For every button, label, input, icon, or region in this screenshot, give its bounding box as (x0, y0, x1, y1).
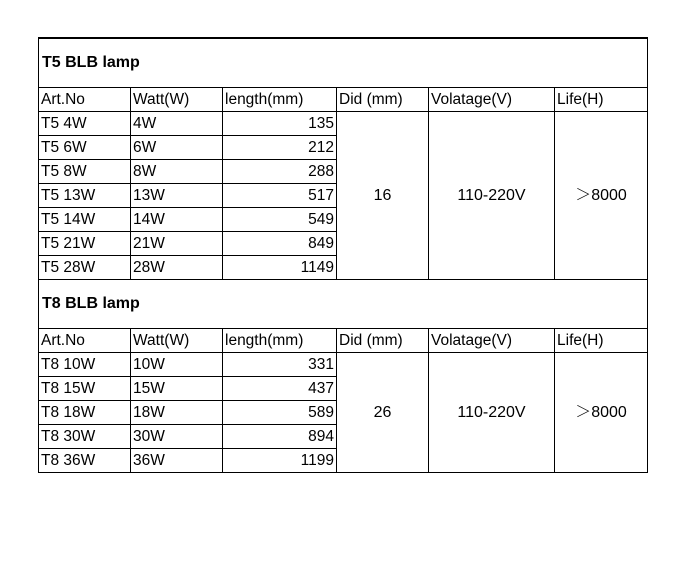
art-no-cell: T5 28W (39, 256, 131, 280)
art-no-cell: T5 8W (39, 160, 131, 184)
watt-cell: 21W (131, 232, 223, 256)
section-title-row (39, 38, 648, 88)
watt-cell: 8W (131, 160, 223, 184)
length-cell: 212 (223, 136, 337, 160)
header-voltage: Volatage(V) (429, 329, 555, 353)
length-cell: 549 (223, 208, 337, 232)
header-diameter: Did (mm) (337, 88, 429, 112)
watt-cell: 36W (131, 449, 223, 473)
length-cell: 589 (223, 401, 337, 425)
length-cell: 894 (223, 425, 337, 449)
watt-cell: 13W (131, 184, 223, 208)
art-no-cell: T5 21W (39, 232, 131, 256)
lamp-spec-table (38, 37, 648, 473)
header-art-no: Art.No (39, 88, 131, 112)
section-title-row (39, 280, 648, 329)
art-no-cell: T8 15W (39, 377, 131, 401)
length-cell: 1149 (223, 256, 337, 280)
life-cell: ＞8000 (555, 112, 648, 280)
watt-cell: 6W (131, 136, 223, 160)
watt-cell: 14W (131, 208, 223, 232)
diameter-cell: 16 (337, 112, 429, 280)
header-voltage: Volatage(V) (429, 88, 555, 112)
header-length: length(mm) (223, 329, 337, 353)
header-art-no: Art.No (39, 329, 131, 353)
watt-cell: 30W (131, 425, 223, 449)
section-title: T8 BLB lamp (39, 280, 648, 329)
table-row (39, 112, 648, 136)
diameter-cell: 26 (337, 353, 429, 473)
art-no-cell: T8 30W (39, 425, 131, 449)
watt-cell: 18W (131, 401, 223, 425)
art-no-cell: T5 13W (39, 184, 131, 208)
length-cell: 849 (223, 232, 337, 256)
art-no-cell: T8 36W (39, 449, 131, 473)
length-cell: 437 (223, 377, 337, 401)
life-cell: ＞8000 (555, 353, 648, 473)
art-no-cell: T5 6W (39, 136, 131, 160)
header-row (39, 329, 648, 353)
art-no-cell: T8 18W (39, 401, 131, 425)
section-title: T5 BLB lamp (39, 38, 648, 88)
header-watt: Watt(W) (131, 329, 223, 353)
header-diameter: Did (mm) (337, 329, 429, 353)
watt-cell: 28W (131, 256, 223, 280)
length-cell: 135 (223, 112, 337, 136)
watt-cell: 4W (131, 112, 223, 136)
header-watt: Watt(W) (131, 88, 223, 112)
voltage-cell: 110-220V (429, 353, 555, 473)
watt-cell: 15W (131, 377, 223, 401)
header-row (39, 88, 648, 112)
art-no-cell: T5 14W (39, 208, 131, 232)
art-no-cell: T8 10W (39, 353, 131, 377)
header-length: length(mm) (223, 88, 337, 112)
table-row (39, 353, 648, 377)
length-cell: 517 (223, 184, 337, 208)
length-cell: 288 (223, 160, 337, 184)
header-life: Life(H) (555, 329, 648, 353)
voltage-cell: 110-220V (429, 112, 555, 280)
watt-cell: 10W (131, 353, 223, 377)
header-life: Life(H) (555, 88, 648, 112)
length-cell: 1199 (223, 449, 337, 473)
length-cell: 331 (223, 353, 337, 377)
art-no-cell: T5 4W (39, 112, 131, 136)
